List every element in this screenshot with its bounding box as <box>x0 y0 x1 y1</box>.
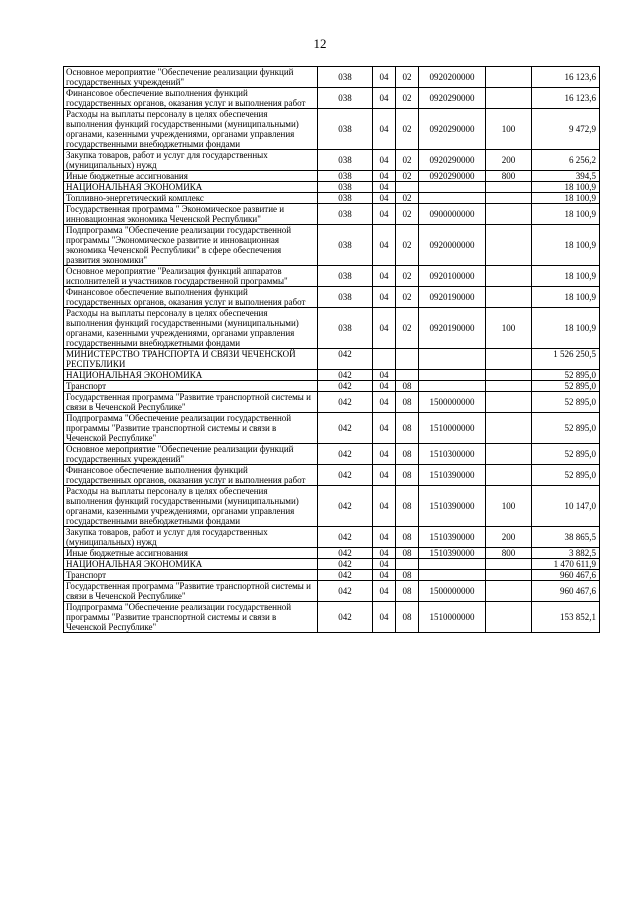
subsection-code-cell <box>396 559 419 570</box>
expense-type-cell: 200 <box>486 150 532 171</box>
subsection-code-cell: 08 <box>396 486 419 527</box>
section-code-cell: 04 <box>373 527 396 548</box>
sum-cell: 1 470 611,9 <box>532 559 600 570</box>
section-code-cell: 04 <box>373 67 396 88</box>
ministry-code-cell: 042 <box>318 465 373 486</box>
expense-type-cell <box>486 193 532 204</box>
expense-type-cell <box>486 88 532 109</box>
subsection-code-cell: 08 <box>396 392 419 413</box>
expense-type-cell <box>486 413 532 444</box>
subsection-code-cell: 08 <box>396 570 419 581</box>
target-article-cell <box>419 559 486 570</box>
section-code-cell: 04 <box>373 109 396 150</box>
subsection-code-cell: 02 <box>396 204 419 225</box>
table-row <box>64 308 600 349</box>
row-name-cell: МИНИСТЕРСТВО ТРАНСПОРТА И СВЯЗИ ЧЕЧЕНСКОЙ РЕСПУБЛИКИ <box>64 349 318 370</box>
row-name-cell: Топливно-энергетический комплекс <box>64 193 318 204</box>
table-row <box>64 465 600 486</box>
target-article-cell: 0920290000 <box>419 109 486 150</box>
table-row <box>64 559 600 570</box>
row-name-cell: Подпрограмма "Обеспечение реализации государственной программы "Развитие транспортной системы и связи в Чеченской Республике" <box>64 602 318 633</box>
expense-type-cell: 100 <box>486 486 532 527</box>
target-article-cell: 0920000000 <box>419 225 486 266</box>
target-article-cell <box>419 381 486 392</box>
row-name-cell: Подпрограмма "Обеспечение реализации государственной программы "Экономическое развитие и инновационная экономика Чеченской Республики" в сфере обеспечения развития экономики" <box>64 225 318 266</box>
sum-cell: 18 100,9 <box>532 266 600 287</box>
row-name-cell: Финансовое обеспечение выполнения функций государственных органов, оказания услуг и выполнения работ <box>64 465 318 486</box>
table-row <box>64 266 600 287</box>
sum-cell: 18 100,9 <box>532 287 600 308</box>
expense-type-cell <box>486 381 532 392</box>
sum-cell: 3 882,5 <box>532 548 600 559</box>
row-name-cell: НАЦИОНАЛЬНАЯ ЭКОНОМИКА <box>64 559 318 570</box>
expense-type-cell: 100 <box>486 308 532 349</box>
section-code-cell: 04 <box>373 444 396 465</box>
sum-cell: 18 100,9 <box>532 308 600 349</box>
section-code-cell: 04 <box>373 413 396 444</box>
expense-type-cell <box>486 581 532 602</box>
table-row <box>64 287 600 308</box>
target-article-cell: 0920190000 <box>419 287 486 308</box>
target-article-cell: 0920100000 <box>419 266 486 287</box>
target-article-cell: 1510390000 <box>419 548 486 559</box>
sum-cell: 52 895,0 <box>532 413 600 444</box>
ministry-code-cell: 042 <box>318 392 373 413</box>
subsection-code-cell: 08 <box>396 602 419 633</box>
section-code-cell: 04 <box>373 392 396 413</box>
sum-cell: 6 256,2 <box>532 150 600 171</box>
table-row <box>64 171 600 182</box>
expense-type-cell: 200 <box>486 527 532 548</box>
expense-type-cell <box>486 602 532 633</box>
table-row <box>64 225 600 266</box>
sum-cell: 18 100,9 <box>532 182 600 193</box>
row-name-cell: Иные бюджетные ассигнования <box>64 171 318 182</box>
target-article-cell <box>419 570 486 581</box>
table-row <box>64 444 600 465</box>
ministry-code-cell: 038 <box>318 150 373 171</box>
section-code-cell: 04 <box>373 559 396 570</box>
ministry-code-cell: 042 <box>318 559 373 570</box>
target-article-cell: 0920200000 <box>419 67 486 88</box>
section-code-cell: 04 <box>373 465 396 486</box>
sum-cell: 153 852,1 <box>532 602 600 633</box>
section-code-cell: 04 <box>373 602 396 633</box>
table-row <box>64 392 600 413</box>
target-article-cell: 1510000000 <box>419 413 486 444</box>
section-code-cell: 04 <box>373 570 396 581</box>
subsection-code-cell <box>396 370 419 381</box>
sum-cell: 52 895,0 <box>532 392 600 413</box>
row-name-cell: Государственная программа " Экономическое развитие и инновационная экономика Чеченской Республики" <box>64 204 318 225</box>
ministry-code-cell: 042 <box>318 370 373 381</box>
sum-cell: 52 895,0 <box>532 381 600 392</box>
table-row <box>64 150 600 171</box>
subsection-code-cell: 08 <box>396 465 419 486</box>
row-name-cell: НАЦИОНАЛЬНАЯ ЭКОНОМИКА <box>64 182 318 193</box>
section-code-cell: 04 <box>373 225 396 266</box>
section-code-cell: 04 <box>373 308 396 349</box>
section-code-cell: 04 <box>373 88 396 109</box>
subsection-code-cell: 08 <box>396 444 419 465</box>
row-name-cell: Подпрограмма "Обеспечение реализации государственной программы "Развитие транспортной системы и связи в Чеченской Республике" <box>64 413 318 444</box>
row-name-cell: Транспорт <box>64 570 318 581</box>
sum-cell: 38 865,5 <box>532 527 600 548</box>
ministry-code-cell: 038 <box>318 182 373 193</box>
ministry-code-cell: 038 <box>318 287 373 308</box>
expense-type-cell <box>486 225 532 266</box>
expense-type-cell <box>486 349 532 370</box>
target-article-cell: 1510000000 <box>419 602 486 633</box>
sum-cell: 960 467,6 <box>532 570 600 581</box>
ministry-code-cell: 038 <box>318 225 373 266</box>
subsection-code-cell <box>396 349 419 370</box>
table-row <box>64 349 600 370</box>
target-article-cell: 0920290000 <box>419 171 486 182</box>
sum-cell: 16 123,6 <box>532 88 600 109</box>
sum-cell: 394,5 <box>532 171 600 182</box>
table-row <box>64 193 600 204</box>
table-row <box>64 370 600 381</box>
ministry-code-cell: 042 <box>318 486 373 527</box>
page-number: 12 <box>313 36 327 51</box>
row-name-cell: Основное мероприятие "Обеспечение реализации функций государственных учреждений" <box>64 444 318 465</box>
subsection-code-cell: 08 <box>396 381 419 392</box>
subsection-code-cell: 02 <box>396 287 419 308</box>
sum-cell: 1 526 250,5 <box>532 349 600 370</box>
subsection-code-cell: 02 <box>396 225 419 266</box>
target-article-cell: 1510390000 <box>419 527 486 548</box>
expense-type-cell <box>486 67 532 88</box>
expense-type-cell <box>486 370 532 381</box>
expense-type-cell <box>486 570 532 581</box>
subsection-code-cell: 08 <box>396 413 419 444</box>
section-code-cell: 04 <box>373 193 396 204</box>
section-code-cell: 04 <box>373 581 396 602</box>
table-row <box>64 413 600 444</box>
section-code-cell: 04 <box>373 287 396 308</box>
table-row <box>64 581 600 602</box>
target-article-cell: 1500000000 <box>419 392 486 413</box>
expense-type-cell <box>486 287 532 308</box>
ministry-code-cell: 038 <box>318 204 373 225</box>
sum-cell: 52 895,0 <box>532 465 600 486</box>
ministry-code-cell: 042 <box>318 548 373 559</box>
target-article-cell <box>419 370 486 381</box>
budget-table-body <box>64 67 600 633</box>
sum-cell: 52 895,0 <box>532 370 600 381</box>
section-code-cell: 04 <box>373 381 396 392</box>
expense-type-cell <box>486 182 532 193</box>
target-article-cell: 0920190000 <box>419 308 486 349</box>
expense-type-cell: 800 <box>486 548 532 559</box>
sum-cell: 52 895,0 <box>532 444 600 465</box>
ministry-code-cell: 038 <box>318 67 373 88</box>
target-article-cell: 1510390000 <box>419 465 486 486</box>
row-name-cell: НАЦИОНАЛЬНАЯ ЭКОНОМИКА <box>64 370 318 381</box>
ministry-code-cell: 042 <box>318 581 373 602</box>
ministry-code-cell: 042 <box>318 602 373 633</box>
expense-type-cell <box>486 266 532 287</box>
ministry-code-cell: 042 <box>318 444 373 465</box>
target-article-cell <box>419 182 486 193</box>
target-article-cell: 1500000000 <box>419 581 486 602</box>
section-code-cell: 04 <box>373 266 396 287</box>
ministry-code-cell: 038 <box>318 171 373 182</box>
row-name-cell: Закупка товаров, работ и услуг для государственных (муниципальных) нужд <box>64 527 318 548</box>
section-code-cell: 04 <box>373 486 396 527</box>
table-row <box>64 548 600 559</box>
ministry-code-cell: 042 <box>318 570 373 581</box>
sum-cell: 16 123,6 <box>532 67 600 88</box>
subsection-code-cell: 02 <box>396 193 419 204</box>
table-row <box>64 486 600 527</box>
row-name-cell: Основное мероприятие "Реализация функций аппаратов исполнителей и участников государственной программы" <box>64 266 318 287</box>
subsection-code-cell: 02 <box>396 266 419 287</box>
section-code-cell: 04 <box>373 182 396 193</box>
target-article-cell: 1510300000 <box>419 444 486 465</box>
subsection-code-cell: 08 <box>396 581 419 602</box>
row-name-cell: Транспорт <box>64 381 318 392</box>
target-article-cell: 0920290000 <box>419 88 486 109</box>
subsection-code-cell: 02 <box>396 150 419 171</box>
expense-type-cell: 100 <box>486 109 532 150</box>
section-code-cell <box>373 349 396 370</box>
row-name-cell: Финансовое обеспечение выполнения функций государственных органов, оказания услуг и выполнения работ <box>64 287 318 308</box>
ministry-code-cell: 042 <box>318 349 373 370</box>
target-article-cell <box>419 349 486 370</box>
subsection-code-cell <box>396 182 419 193</box>
ministry-code-cell: 038 <box>318 109 373 150</box>
sum-cell: 18 100,9 <box>532 204 600 225</box>
row-name-cell: Финансовое обеспечение выполнения функций государственных органов, оказания услуг и выполнения работ <box>64 88 318 109</box>
table-row <box>64 381 600 392</box>
table-row <box>64 182 600 193</box>
ministry-code-cell: 038 <box>318 308 373 349</box>
ministry-code-cell: 038 <box>318 266 373 287</box>
section-code-cell: 04 <box>373 548 396 559</box>
section-code-cell: 04 <box>373 171 396 182</box>
expense-type-cell: 800 <box>486 171 532 182</box>
row-name-cell: Основное мероприятие "Обеспечение реализации функций государственных учреждений" <box>64 67 318 88</box>
sum-cell: 960 467,6 <box>532 581 600 602</box>
expense-type-cell <box>486 559 532 570</box>
subsection-code-cell: 02 <box>396 308 419 349</box>
table-row <box>64 602 600 633</box>
budget-table <box>63 66 600 633</box>
ministry-code-cell: 038 <box>318 88 373 109</box>
row-name-cell: Государственная программа "Развитие транспортной системы и связи в Чеченской Республике" <box>64 392 318 413</box>
sum-cell: 18 100,9 <box>532 193 600 204</box>
subsection-code-cell: 08 <box>396 548 419 559</box>
ministry-code-cell: 042 <box>318 527 373 548</box>
expense-type-cell <box>486 444 532 465</box>
table-row <box>64 88 600 109</box>
ministry-code-cell: 042 <box>318 381 373 392</box>
section-code-cell: 04 <box>373 370 396 381</box>
subsection-code-cell: 02 <box>396 88 419 109</box>
sum-cell: 10 147,0 <box>532 486 600 527</box>
row-name-cell: Расходы на выплаты персоналу в целях обеспечения выполнения функций государственными (муниципальными) органами, казенными учреждениями, органами управления государственными внебюджетными фондами <box>64 109 318 150</box>
section-code-cell: 04 <box>373 150 396 171</box>
section-code-cell: 04 <box>373 204 396 225</box>
subsection-code-cell: 02 <box>396 67 419 88</box>
table-row <box>64 109 600 150</box>
table-row <box>64 204 600 225</box>
ministry-code-cell: 038 <box>318 193 373 204</box>
ministry-code-cell: 042 <box>318 413 373 444</box>
row-name-cell: Расходы на выплаты персоналу в целях обеспечения выполнения функций государственными (муниципальными) органами, казенными учреждениями, органами управления государственными внебюджетными фондами <box>64 308 318 349</box>
target-article-cell: 0920290000 <box>419 150 486 171</box>
row-name-cell: Государственная программа "Развитие транспортной системы и связи в Чеченской Республике" <box>64 581 318 602</box>
subsection-code-cell: 08 <box>396 527 419 548</box>
row-name-cell: Закупка товаров, работ и услуг для государственных (муниципальных) нужд <box>64 150 318 171</box>
sum-cell: 9 472,9 <box>532 109 600 150</box>
target-article-cell <box>419 193 486 204</box>
expense-type-cell <box>486 465 532 486</box>
table-row <box>64 527 600 548</box>
table-row <box>64 570 600 581</box>
row-name-cell: Расходы на выплаты персоналу в целях обеспечения выполнения функций государственными (муниципальными) органами, казенными учреждениями, органами управления государственными внебюджетными фондами <box>64 486 318 527</box>
subsection-code-cell: 02 <box>396 109 419 150</box>
expense-type-cell <box>486 204 532 225</box>
subsection-code-cell: 02 <box>396 171 419 182</box>
row-name-cell: Иные бюджетные ассигнования <box>64 548 318 559</box>
target-article-cell: 0900000000 <box>419 204 486 225</box>
table-row <box>64 67 600 88</box>
sum-cell: 18 100,9 <box>532 225 600 266</box>
expense-type-cell <box>486 392 532 413</box>
target-article-cell: 1510390000 <box>419 486 486 527</box>
